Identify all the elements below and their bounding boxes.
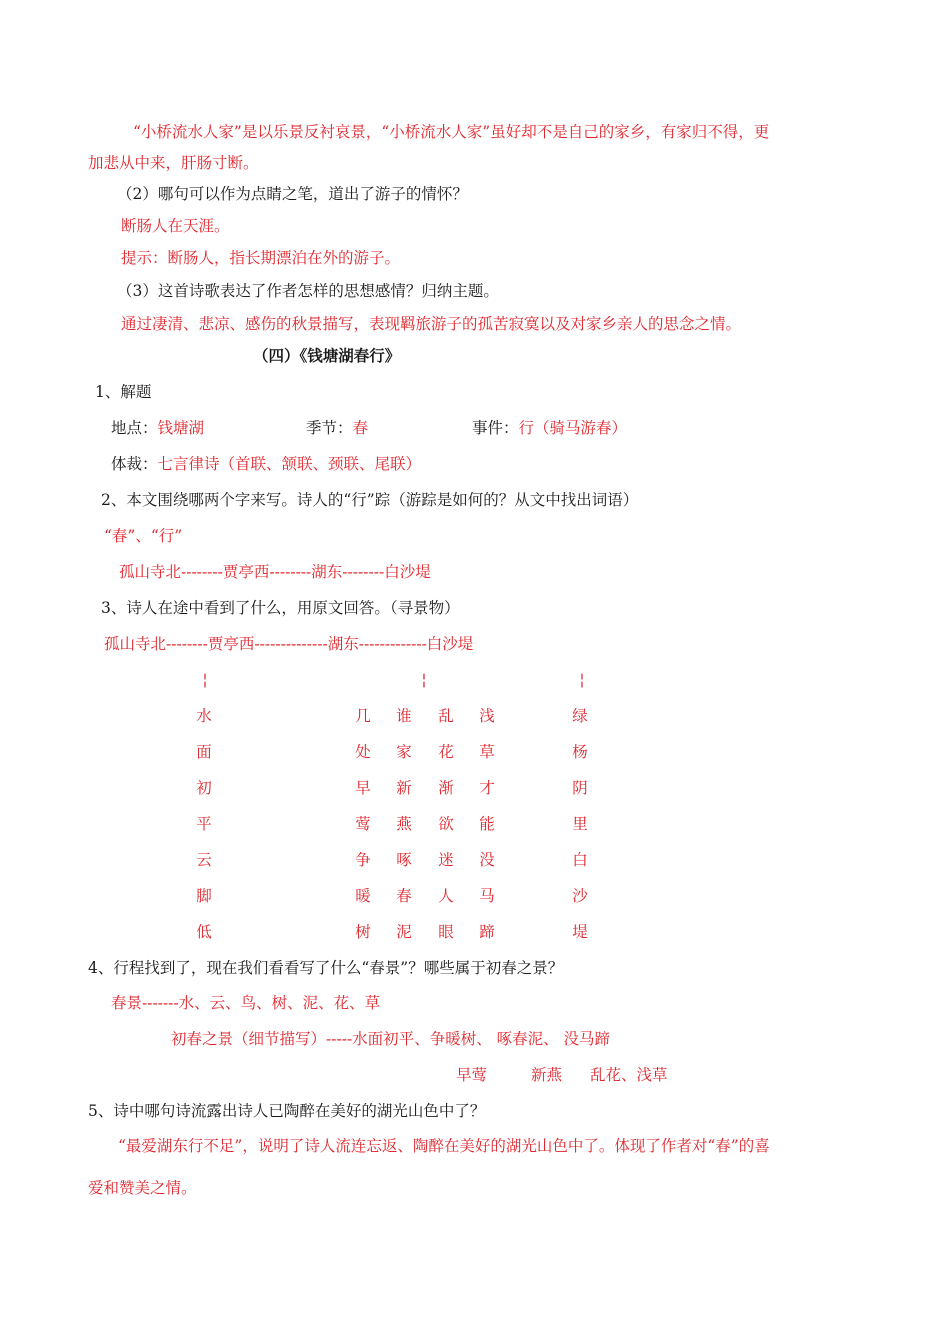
poem-char: 水 — [196, 707, 212, 725]
poem-char: 欲 — [438, 815, 454, 833]
poem-char: 没 — [479, 851, 495, 869]
season-value: 春 — [352, 419, 369, 437]
poem-char: 蹄 — [479, 923, 495, 941]
route-marker-2: ¦ — [421, 671, 427, 689]
poem-char: 才 — [479, 779, 495, 797]
poem-char: 脚 — [196, 887, 212, 905]
poem-char: 沙 — [572, 887, 588, 905]
analysis-line-2: 加悲从中来，肝肠寸断。 — [88, 154, 259, 172]
poem-char: 能 — [479, 815, 495, 833]
question-section-5: 5、诗中哪句诗流露出诗人已陶醉在美好的湖光山色中了？ — [88, 1102, 486, 1120]
poem-char: 莺 — [355, 815, 371, 833]
poem-char: 马 — [479, 887, 495, 905]
poem-char: 树 — [355, 923, 371, 941]
poem-char: 谁 — [396, 707, 412, 725]
poem-char: 堤 — [572, 923, 588, 941]
poem-char: 花 — [438, 743, 454, 761]
answer-2: 断肠人在天涯。 — [121, 217, 230, 235]
poem-char: 争 — [355, 851, 371, 869]
poem-char: 新 — [396, 779, 412, 797]
poem-char: 泥 — [396, 923, 412, 941]
question-section-4: 4、行程找到了，现在我们看看写了什么“春景”？哪些属于初春之景？ — [88, 959, 564, 977]
answer-2-hint: 提示：断肠人，指长期漂泊在外的游子。 — [121, 249, 401, 267]
poem-char: 眼 — [438, 923, 454, 941]
event-field — [472, 417, 627, 439]
answer-section-5-line-1: “最爱湖东行不足”，说明了诗人流连忘返、陶醉在美好的湖光山色中了。体现了作者对“春”的喜 — [118, 1137, 770, 1155]
poem-char: 乱 — [438, 707, 454, 725]
poem-char: 家 — [396, 743, 412, 761]
section-1-heading: 1、解题 — [95, 383, 152, 401]
poem-char: 绿 — [572, 707, 588, 725]
place-label: 地点： — [111, 419, 158, 437]
poem-char: 处 — [355, 743, 371, 761]
genre-label: 体裁： — [111, 455, 158, 473]
question-section-3: 3、诗人在途中看到了什么，用原文回答。（寻景物） — [101, 599, 460, 617]
poem-char: 暖 — [355, 887, 371, 905]
poem-char: 平 — [196, 815, 212, 833]
event-label: 事件： — [472, 419, 519, 437]
section-title: （四）《钱塘湖春行》 — [253, 346, 401, 365]
poem-char: 阴 — [572, 779, 588, 797]
poem-char: 面 — [196, 743, 212, 761]
poem-char: 草 — [479, 743, 495, 761]
poem-char: 啄 — [396, 851, 412, 869]
poem-char: 迷 — [438, 851, 454, 869]
answer-section-2-route: 孤山寺北--------贾亭西--------湖东--------白沙堤 — [119, 563, 431, 581]
poem-char: 几 — [355, 707, 371, 725]
poem-char: 人 — [438, 887, 454, 905]
poem-char: 低 — [196, 923, 212, 941]
question-section-2: 2、本文围绕哪两个字来写。诗人的“行”踪（游踪是如何的？从文中找出词语） — [101, 491, 639, 509]
poem-char: 渐 — [438, 779, 454, 797]
poem-char: 白 — [572, 851, 588, 869]
poem-char: 春 — [396, 887, 412, 905]
genre-value: 七言律诗（首联、颔联、颈联、尾联） — [157, 455, 422, 473]
section-3-route: 孤山寺北--------贾亭西--------------湖东-------------白沙堤 — [104, 635, 474, 653]
poem-char: 燕 — [396, 815, 412, 833]
event-value: 行（骑马游春） — [518, 419, 628, 437]
answer-section-2-keywords: “春”、“行” — [104, 527, 183, 545]
early-spring-item: 乱花、浅草 — [590, 1066, 668, 1084]
question-3: （3）这首诗歌表达了作者怎样的思想感情？归纳主题。 — [117, 282, 499, 300]
route-marker-3: ¦ — [579, 671, 585, 689]
season-field — [306, 417, 368, 439]
season-label: 季节： — [306, 419, 353, 437]
poem-char: 云 — [196, 851, 212, 869]
poem-char: 里 — [572, 815, 588, 833]
poem-char: 杨 — [572, 743, 588, 761]
answer-section-5-line-2: 爱和赞美之情。 — [88, 1179, 197, 1197]
question-2: （2）哪句可以作为点睛之笔，道出了游子的情怀？ — [117, 185, 468, 203]
route-marker-1: ¦ — [202, 671, 208, 689]
genre-field — [111, 453, 421, 475]
answer-section-4-scenery: 春景-------水、云、鸟、树、泥、花、草 — [111, 994, 381, 1012]
answer-3: 通过凄清、悲凉、感伤的秋景描写，表现羁旅游子的孤苦寂寞以及对家乡亲人的思念之情。 — [121, 315, 742, 333]
early-spring-item: 新燕 — [531, 1066, 563, 1084]
place-field — [111, 417, 204, 439]
place-value: 钱塘湖 — [157, 419, 205, 437]
poem-char: 浅 — [479, 707, 495, 725]
answer-section-4-early-spring: 初春之景（细节描写）-----水面初平、争暖树、 啄春泥、 没马蹄 — [171, 1030, 611, 1048]
early-spring-item: 早莺 — [456, 1066, 488, 1084]
poem-char: 早 — [355, 779, 371, 797]
poem-char: 初 — [196, 779, 212, 797]
analysis-line-1: “小桥流水人家”是以乐景反衬哀景，“小桥流水人家”虽好却不是自己的家乡，有家归不得，更 — [133, 123, 770, 141]
